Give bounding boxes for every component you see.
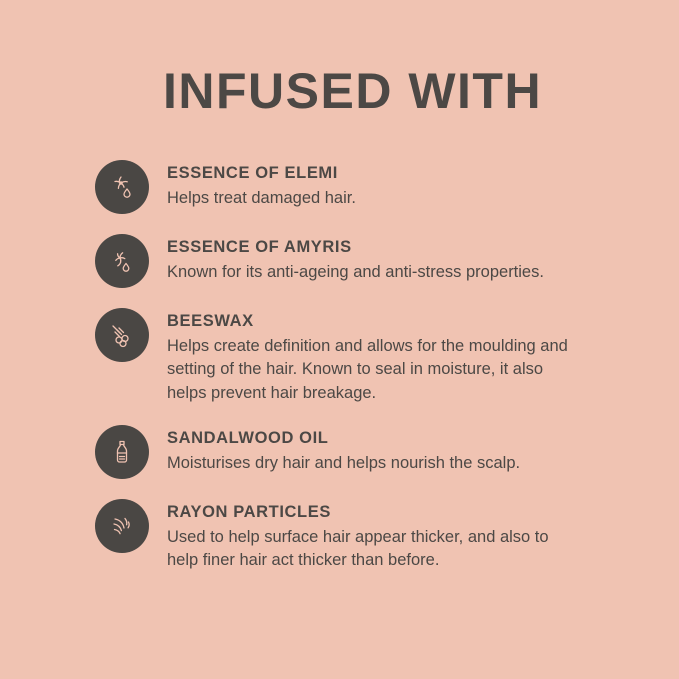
list-item-text bbox=[167, 160, 356, 210]
ingredient-title: BEESWAX bbox=[167, 312, 254, 330]
list-item-text bbox=[167, 425, 520, 475]
rayon-particles-strands-icon bbox=[95, 499, 149, 553]
page-title: INFUSED WITH bbox=[163, 63, 543, 119]
list-item-text bbox=[167, 308, 577, 405]
list-item bbox=[95, 234, 615, 288]
list-item bbox=[95, 160, 615, 214]
list-item bbox=[95, 425, 615, 479]
amyris-flower-droplet-icon bbox=[95, 234, 149, 288]
list-item-text bbox=[167, 499, 577, 573]
elemi-flower-droplet-icon bbox=[95, 160, 149, 214]
ingredient-title: RAYON PARTICLES bbox=[167, 503, 331, 522]
ingredient-title: ESSENCE OF AMYRIS bbox=[167, 238, 352, 256]
sandalwood-oil-bottle-icon bbox=[95, 425, 149, 479]
ingredient-list bbox=[95, 160, 615, 593]
ingredient-description: Helps create definition and allows for the moulding and setting of the hair. Known to seal in moisture, it also helps prevent hair breakage. bbox=[167, 336, 568, 402]
beeswax-honey-dipper-icon bbox=[95, 308, 149, 362]
ingredient-description: Moisturises dry hair and helps nourish the scalp. bbox=[167, 453, 521, 472]
ingredient-description: Used to help surface hair appear thicker, and also to help finer hair act thicker than before. bbox=[167, 527, 549, 570]
ingredient-description: Known for its anti-ageing and anti-stress properties. bbox=[167, 262, 544, 281]
ingredient-title: SANDALWOOD OIL bbox=[167, 429, 329, 448]
ingredient-title: ESSENCE OF ELEMI bbox=[167, 164, 338, 182]
list-item-text bbox=[167, 234, 544, 284]
ingredient-description: Helps treat damaged hair. bbox=[167, 188, 356, 207]
list-item bbox=[95, 499, 615, 573]
list-item bbox=[95, 308, 615, 405]
